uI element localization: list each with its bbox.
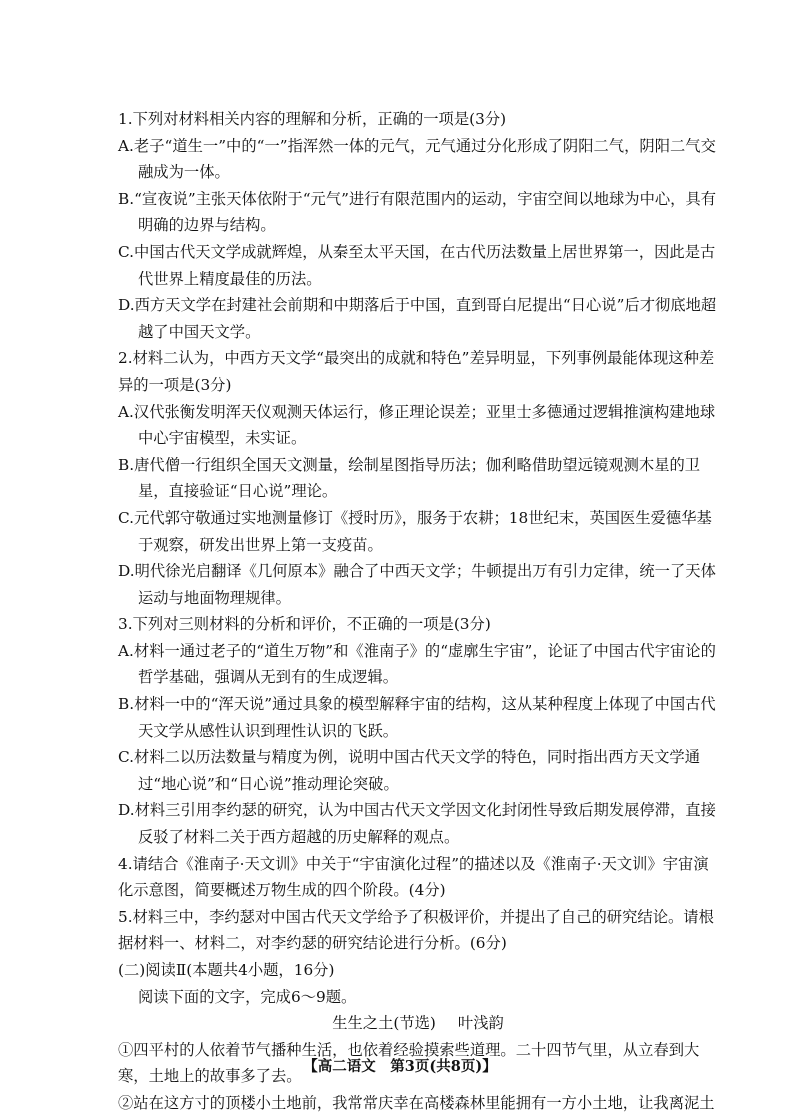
section-instruction: 阅读下面的文字，完成6～9题。 <box>138 987 357 1006</box>
question-4: 4.请结合《淮南子·天文训》中关于“宇宙演化过程”的描述以及《淮南子·天文训》宇宙演化示意图，简要概述万物生成的四个阶段。(4分) <box>118 854 709 900</box>
question-2-stem: 2.材料二认为，中西方天文学“最突出的成就和特色”差异明显，下列事例最能体现这种差异的一项是(3分) <box>118 349 715 394</box>
question-5: 5.材料三中，李约瑟对中国古代天文学给予了积极评价，并提出了自己的研究结论。请根据材料一、材料二，对李约瑟的研究结论进行分析。(6分) <box>118 907 714 953</box>
passage-author: 叶浅韵 <box>457 1014 504 1033</box>
question-3-option-d: D.材料三引用李约瑟的研究，认为中国古代天文学因文化封闭性导致后期发展停滞，直接反驳了材料二关于西方超越的历史解释的观点。 <box>118 801 716 847</box>
question-1-option-c: C.中国古代天文学成就辉煌，从秦至太平天国，在古代历法数量上居世界第一，因此是古代世界上精度最佳的历法。 <box>118 242 716 288</box>
section-heading: (二)阅读Ⅱ(本题共4小题，16分) <box>118 961 335 979</box>
question-1-option-d: D.西方天文学在封建社会前期和中期落后于中国，直到哥白尼提出“日心说”后才彻底地超越了中国天文学。 <box>118 296 717 341</box>
question-2-option-b: B.唐代僧一行组织全国天文测量，绘制星图指导历法；伽利略借助望远镜观测木星的卫星，直接验证“日心说”理论。 <box>118 455 701 501</box>
question-3-option-a: A.材料一通过老子的“道生万物”和《淮南子》的“虚廓生宇宙”，论证了中国古代宇宙论的哲学基础，强调从无到有的生成逻辑。 <box>118 641 716 687</box>
passage-title: 生生之土(节选) <box>332 1014 436 1033</box>
question-1-option-a: A.老子“道生一”中的“一”指浑然一体的元气，元气通过分化形成了阴阳二气，阴阳二气交融成为一体。 <box>118 136 716 182</box>
question-3-option-b: B.材料一中的“浑天说”通过具象的模型解释宇宙的结构，这从某种程度上体现了中国古代天文学从感性认识到理性认识的飞跃。 <box>118 695 716 740</box>
passage-title-line <box>118 1010 718 1037</box>
question-3-option-c: C.材料二以历法数量与精度为例，说明中国古代天文学的特色，同时指出西方天文学通过“地心说”和“日心说”推动理论突破。 <box>118 748 701 793</box>
question-2-option-d: D.明代徐光启翻译《几何原本》融合了中西天文学；牛顿提出万有引力定律，统一了天体运动与地面物理规律。 <box>118 562 716 607</box>
question-2-option-a: A.汉代张衡发明浑天仪观测天体运行，修正理论误差；亚里士多德通过逻辑推演构建地球中心宇宙模型，未实证。 <box>118 402 716 448</box>
question-1-option-b: B.“宣夜说”主张天体依附于“元气”进行有限范围内的运动，宇宙空间以地球为中心，具有明确的边界与结构。 <box>118 189 717 235</box>
question-3-stem: 3.下列对三则材料的分析和评价，不正确的一项是(3分) <box>118 615 491 634</box>
passage-paragraph-1: ①四平村的人依着节气播种生活，也依着经验摸索些道理。二十四节气里，从立春到大寒，土地上的故事多了去。 <box>118 1040 700 1086</box>
question-2-option-c: C.元代郭守敬通过实地测量修订《授时历》，服务于农耕；18世纪末，英国医生爱德华基于观察，研发出世界上第一支疫苗。 <box>118 508 712 554</box>
question-1-stem: 1.下列对材料相关内容的理解和分析，正确的一项是(3分) <box>118 110 507 128</box>
page-content <box>118 106 718 1117</box>
passage-paragraph-2: ②站在这方寸的顶楼小土地前，我常常庆幸在高楼森林里能拥有一方小土地，让我离泥土 <box>118 1093 715 1112</box>
page-footer: 【高二语文 第3页(共8页)】 <box>303 1058 497 1075</box>
